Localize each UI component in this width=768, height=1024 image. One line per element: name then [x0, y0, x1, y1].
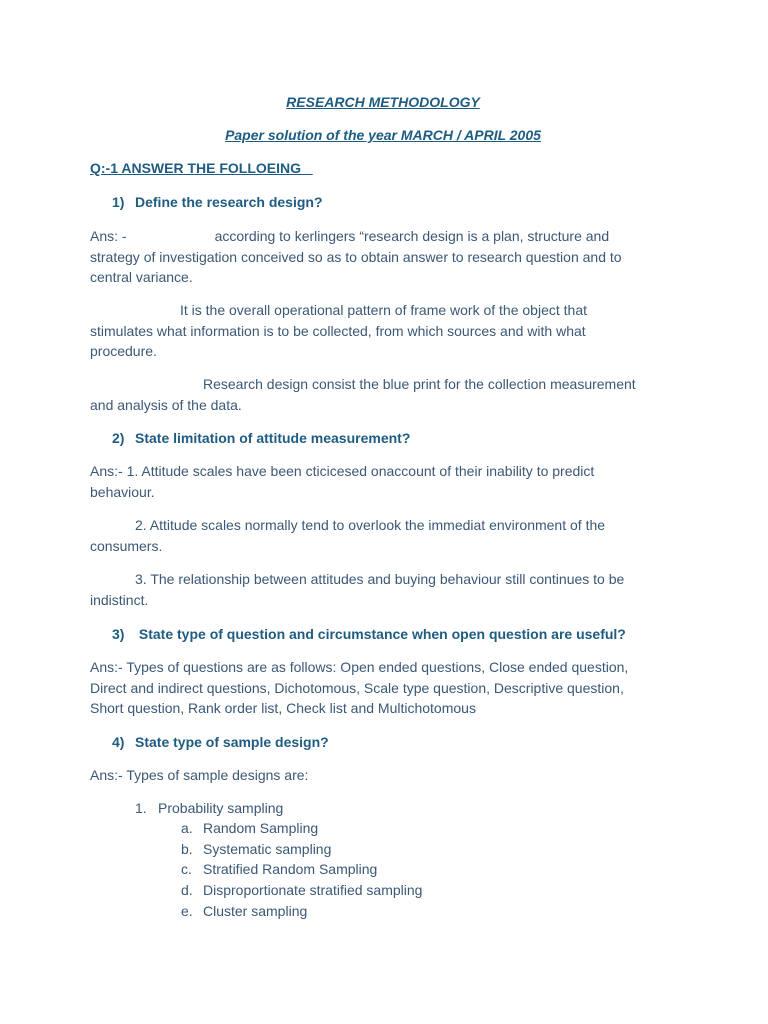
- list-item-text: Stratified Random Sampling: [203, 861, 378, 877]
- list-item-text: Disproportionate stratified sampling: [203, 882, 423, 898]
- answer-1-paragraph-3: [90, 374, 690, 415]
- list-item: [181, 839, 331, 860]
- answer-4-intro-line: Ans:- Types of sample designs are:: [90, 767, 309, 783]
- list-item-marker: 1.: [135, 800, 147, 816]
- list-item-marker: c.: [181, 861, 192, 877]
- answer-2-item-3-line-1: 3. The relationship between attitudes and buying behaviour still continues to be: [135, 571, 625, 587]
- list-item-text: Cluster sampling: [203, 903, 308, 919]
- answer-1-line-3: central variance.: [90, 269, 193, 285]
- list-item: [181, 818, 318, 839]
- answer-1-paragraph-1: [90, 226, 690, 288]
- question-4-text: State type of sample design?: [135, 734, 329, 750]
- question-1: [112, 194, 323, 210]
- section-heading: Q:-1 ANSWER THE FOLLOEING: [90, 160, 313, 176]
- question-3: [112, 626, 626, 642]
- list-item: [181, 859, 377, 880]
- question-1-number: 1): [112, 194, 125, 210]
- answer-4-intro: [90, 765, 690, 786]
- question-4-number: 4): [112, 734, 125, 750]
- answer-3-line-3: Short question, Rank order list, Check list and Multichotomous: [90, 700, 476, 716]
- answer-1-p3-line-2: and analysis of the data.: [90, 396, 242, 413]
- answer-1-line-1: [90, 226, 690, 247]
- answer-2-item-1: [90, 461, 690, 502]
- answer-2-item-1-line-1: Ans:- 1. Attitude scales have been cticicesed onaccount of their inability to predict: [90, 463, 595, 479]
- list-item-text: Random Sampling: [203, 820, 319, 836]
- answer-1-paragraph-2: [90, 300, 690, 362]
- answer-3: [90, 657, 690, 719]
- answer-2-item-3: [90, 569, 690, 610]
- list-item-marker: a.: [181, 820, 193, 836]
- document-subtitle: Paper solution of the year MARCH / APRIL 2005: [225, 127, 541, 143]
- question-4: [112, 734, 329, 750]
- answer-2-item-2-line-2: consumers.: [90, 537, 163, 554]
- answer-1-line-2: strategy of investigation conceived so as to obtain answer to research question and to: [90, 248, 622, 265]
- question-3-text: State type of question and circumstance when open question are useful?: [135, 626, 626, 642]
- question-2-text: State limitation of attitude measurement?: [135, 430, 411, 446]
- question-1-text: Define the research design?: [135, 194, 323, 210]
- answer-2-item-2: [90, 515, 690, 556]
- list-item-text: Probability sampling: [158, 800, 284, 816]
- answer-1-p2-line-3: procedure.: [90, 343, 157, 359]
- answer-1-line-1-text: according to kerlingers “research design is a plan, structure and: [214, 228, 610, 244]
- answer-3-line-1: Ans:- Types of questions are as follows: Open ended questions, Close ended question,: [90, 659, 629, 675]
- list-item: [181, 880, 422, 901]
- document-page: [90, 0, 690, 1024]
- answer-1-p2-line-1: It is the overall operational pattern of frame work of the object that: [180, 302, 587, 318]
- answer-1-p3-line-1: Research design consist the blue print for the collection measurement: [203, 376, 636, 392]
- answer-1-p2-line-2: stimulates what information is to be collected, from which sources and with what: [90, 322, 586, 339]
- answer-2-item-3-line-2: indistinct.: [90, 591, 149, 608]
- question-2-number: 2): [112, 430, 125, 446]
- answer-3-line-2: Direct and indirect questions, Dichotomous, Scale type question, Descriptive question,: [90, 679, 624, 696]
- list-item-marker: e.: [181, 903, 193, 919]
- answer-2-item-2-line-1: 2. Attitude scales normally tend to overlook the immediat environment of the: [135, 517, 606, 533]
- list-item: [181, 901, 307, 922]
- list-item: [135, 798, 283, 819]
- question-2: [112, 430, 410, 446]
- list-item-marker: b.: [181, 841, 193, 857]
- list-item-marker: d.: [181, 882, 193, 898]
- answer-1-label: Ans: -: [90, 228, 127, 244]
- question-3-number: 3): [112, 626, 125, 642]
- document-title: RESEARCH METHODOLOGY: [286, 94, 480, 110]
- answer-2-item-1-line-2: behaviour.: [90, 483, 155, 500]
- list-item-text: Systematic sampling: [203, 841, 332, 857]
